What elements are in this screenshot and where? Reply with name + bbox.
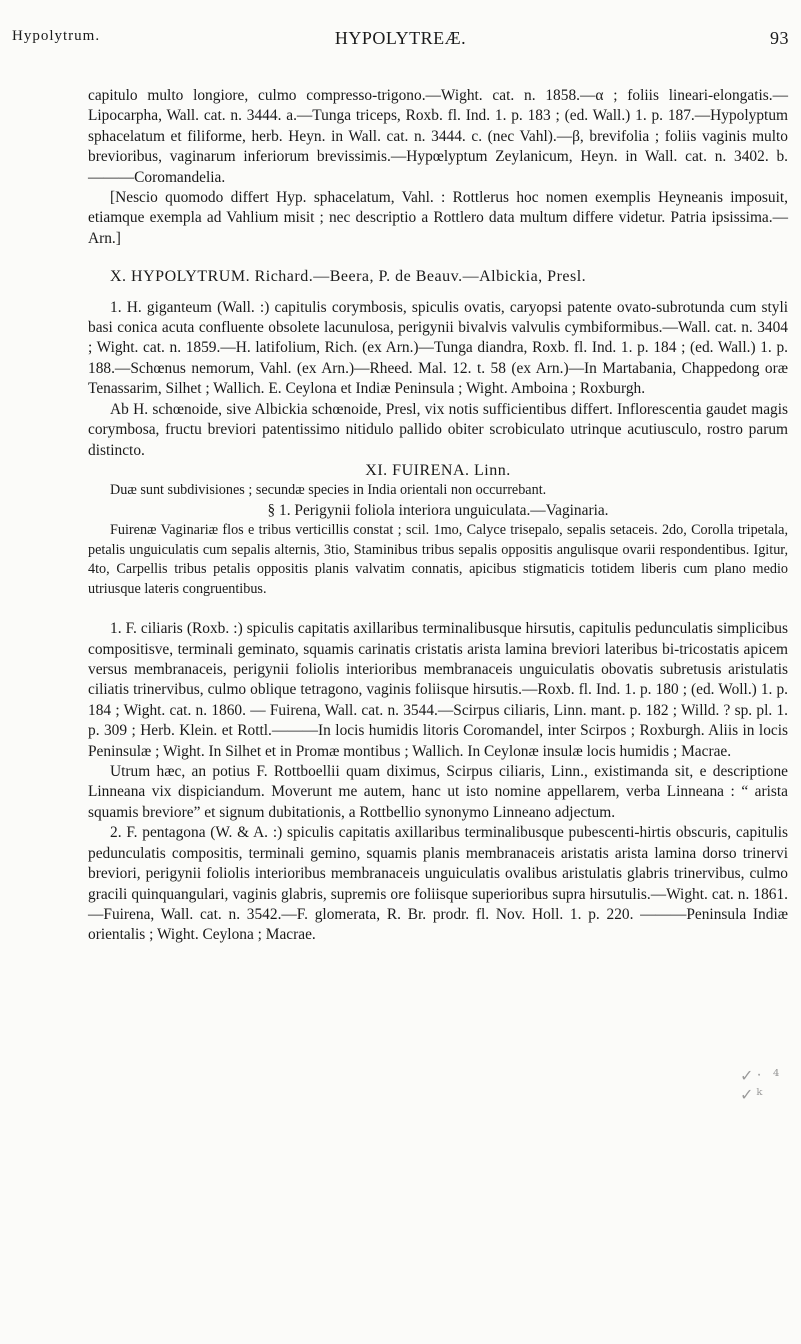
paragraph: [Nescio quomodo differt Hyp. sphacelatum, Vahl. : Rottlerus hoc nomen exemplis Heyneanis imposuit, etiamque exempla ad Vahlium misit ; nec descriptio a Rottlero data multum differe videtur. Patria ipsissima.—Arn.] [88, 189, 788, 247]
paragraph: Fuirenæ Vaginariæ flos e tribus verticillis constat ; scil. 1mo, Calyce trisepalo, sepalis setaceis. 2do, Corolla tripetala, petalis unguiculatis cum sepalis alternis, 3tio, Staminibus tribus sepalis oppositis angulisque ovarii respondentibus. Igitur, 4to, Carpellis tribus petalis oppositis planis valvatim connatis, apicibus stigmaticis totidem liberis cum plano medio utriusque lateris congruentibus. [88, 522, 788, 597]
paragraph: Duæ sunt subdivisiones ; secundæ species in India orientali non occurrebant. [110, 482, 547, 499]
paragraph: capitulo multo longiore, culmo compresso-trigono.—Wight. cat. n. 1858.—α ; foliis lineari-elongatis.—Lipocarpha, Wall. cat. n. 3444. a.—Tunga triceps, Roxb. fl. Ind. 1. p. 183 ; (ed. Wall.) 1. p. 187.—Hypolyptum sphacelatum et filiforme, herb. Heyn. in Wall. cat. n. 3444. c. (nec Vahl).—β, brevifolia ; foliis vaginis multo brevioribus, vaginarum inferiorum brevissimis.—Hypœlyptum Zeylanicum, Heyn. in Wall. cat. n. 3402. b.———Coromandelia. [88, 87, 788, 186]
paragraph: 1. F. ciliaris (Roxb. :) spiculis capitatis axillaribus terminalibusque hirsutis, capitulis pedunculatis simplicibus compositisve, terminali geminato, squamis carinatis cristatis arista lamina breviori lateribus bi-tricostatis apicem versus membranaceis, perigynii foliolis interioribus membranaceis unguiculatis obovatis subretusis aristulatis ciliatis trinervibus, culmo oblique tetragono, vaginis foliisque hirsutis.—Roxb. fl. Ind. 1. p. 180 ; (ed. Woll.) 1. p. 184 ; Wight. cat. n. 1860. — Fuirena, Wall. cat. n. 3544.—Scirpus ciliaris, Linn. mant. p. 182 ; Willd. ? sp. pl. 1. p. 309 ; Herb. Klein. et Rottl.———In locis humidis litoris Coromandel, inter Scirpos ; Roxburgh. Aliis in locis Peninsulæ ; Wight. In Silhet et in Promæ montibus ; Wallich. In Ceylonæ insulæ locis humidis ; Macrae. [88, 620, 788, 760]
genus-heading: X. HYPOLYTRUM. Richard.—Beera, P. de Beauv.—Albickia, Presl. [110, 268, 587, 286]
page-number: 93 [770, 28, 789, 48]
paragraph: 2. F. pentagona (W. & A. :) spiculis capitatis axillaribus terminalibusque pubescenti-hirtis obscuris, capitulis pedunculatis compositis, terminali gemino, squamis planis membranaceis aristatis arista lamina dorso trinervi breviori, perigynii foliolis interioribus membranaceis unguiculatis ovalibus aristulatis glabris trinervibus, culmo gracili quinquangulari, vaginis glabris, supremis ore foliisque superioribus supra hirsutulis.—Wight. cat. n. 1861.—Fuirena, Wall. cat. n. 3542.—F. glomerata, R. Br. prodr. fl. Nov. Holl. 1. p. 220. ———Peninsula Indiæ orientalis ; Wight. Ceylona ; Macrae. [88, 824, 788, 944]
paragraph: Ab H. schœnoide, sive Albickia schœnoide, Presl, vix notis sufficientibus differt. Inflorescentia gaudet magis corymbosa, fructu breviori patentissimo nitidulo pallido obiter scrobiculato utrinque acutiusculo, rostro parum distincto. [88, 400, 788, 459]
header-left: Hypolytrum. [12, 28, 101, 44]
section-heading: § 1. Perigynii foliola interiora unguiculata.—Vaginaria. [267, 501, 609, 519]
text-body [88, 86, 788, 946]
paragraph: Utrum hæc, an potius F. Rottboellii quam diximus, Scirpus ciliaris, Linn., existimanda sit, e descriptione Linneana vix dispiciandum. Moverunt me autem, hanc ut isto nomine appellarem, verba Linneana : “ arista squamis breviore” et signum dubitationis, a Rottbellio synonymo Linneano adjectum. [88, 763, 788, 821]
running-header [12, 28, 789, 52]
genus-heading: XI. FUIRENA. Linn. [365, 461, 511, 479]
margin-pencil-marks: ✓ˑ ⁴ ✓ᵏ [740, 1066, 783, 1104]
header-center: HYPOLYTREÆ. [334, 28, 467, 48]
paragraph: 1. H. giganteum (Wall. :) capitulis corymbosis, spiculis ovatis, caryopsi patente ovato-subrotunda cum styli basi conica acuta confluente obsolete lacunulosa, perigynii bivalvis valvulis cymbiformibus.—Wall. cat. n. 3404 ; Wight. cat. n. 1859.—H. latifolium, Rich. (ex Arn.)—Tunga diandra, Roxb. fl. Ind. 1. p. 184 ; (ed. Wall.) 1. p. 188.—Schœnus nemorum, Vahl. (ex Arn.)—Rheed. Mal. 12. t. 58 (ex Arn.)—In Martabania, Chappedong oræ Tenassarim, Silhet ; Wallich. E. Ceylona et Indiæ Peninsula ; Wight. Amboina ; Roxburgh. [88, 298, 788, 398]
